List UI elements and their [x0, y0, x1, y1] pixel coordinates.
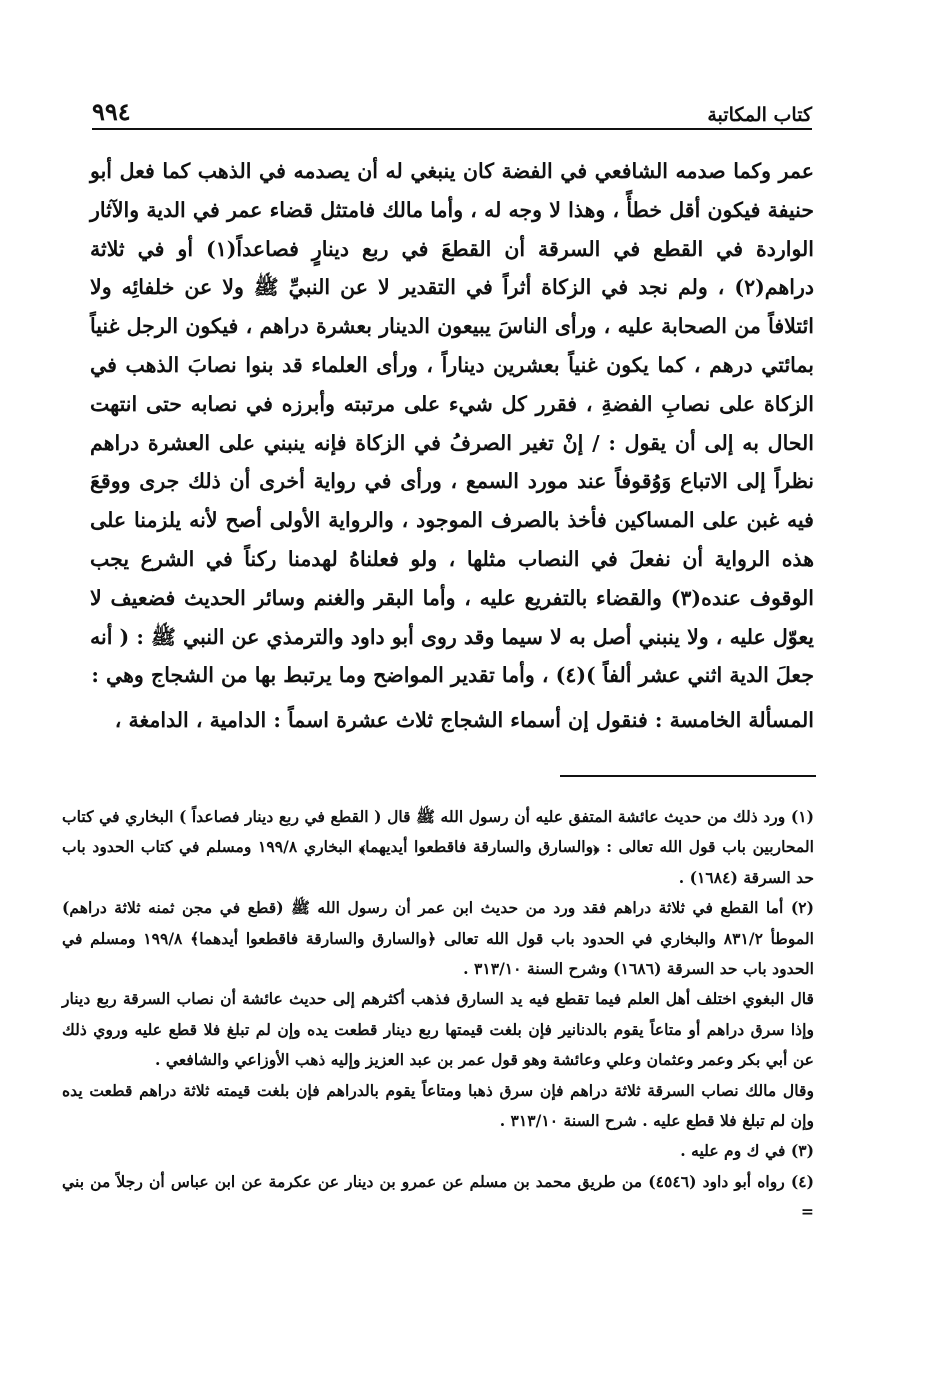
page-number: ٩٩٤: [92, 97, 131, 126]
footnote-2: (٢) أما القطع في ثلاثة دراهم فقد ورد من حديث ابن عمر أن رسول الله ﷺ (قطع في مجن ثمنه ثلاثة دراهم) الموطأ ٨٣١/٢ والبخاري في الحدود باب قول الله تعالى ﴿والسارق والسارقة فاقطعوا أيدهما﴾ ١٩٩/٨ ومسلم في الحدود باب حد السرقة (١٦٨٦) وشرح السنة ٣١٣/١٠ .: [62, 898, 815, 979]
footnote-2-continued: قال البغوي اختلف أهل العلم فيما تقطع فيه يد السارق فذهب أكثرهم إلى حديث عائشة أن نصاب السرقة ربع دينار وإذا سرق دراهم أو متاعاً يقوم بالدنانير فإن بلغت قيمتها ربع دينار قطعت يده وإن لم تبلغ فلا قطع عليه وروي ذلك عن أبي بكر وعمر وعثمان وعلي وعائشة وهو قول عمر بن عبد العزيز وإليه ذهب الأوزاعي والشافعي .: [62, 989, 814, 1070]
footnote-1: (١) ورد ذلك من حديث عائشة المتفق عليه أن رسول الله ﷺ قال ( القطع في ربع دينار فصاعداً ) البخاري في كتاب المحاربين باب قول الله تعالى : ﴿والسارق والسارقة فاقطعوا أيديهما﴾ البخاري ١٩٩/٨ ومسلم في كتاب الحدود باب حد السرقة (١٦٨٤) .: [62, 807, 814, 887]
page-header: [92, 92, 812, 126]
footnotes: [62, 802, 814, 1228]
footnote-4: (٤) رواه أبو داود (٤٥٤٦) من طريق محمد بن مسلم عن عمرو بن دينار عن عكرمة عن ابن عباس أن رجلاً من بني =: [62, 1171, 815, 1222]
section-heading-paragraph: المسألة الخامسة : فنقول إن أسماء الشجاج ثلاث عشرة اسماً : الدامية ، الدامغة ،: [114, 708, 814, 733]
main-text: [90, 152, 814, 740]
footnote-3: (٣) في ك وم عليه .: [680, 1141, 814, 1161]
footnote-2-continued: وقال مالك نصاب السرقة ثلاثة دراهم فإن سرق ذهبا ومتاعاً يقوم بالدراهم فإن بلغت قيمته ثلاثة دراهم قطعت يده وإن لم تبلغ فلا قطع عليه . شرح السنة ٣١٣/١٠ .: [62, 1080, 814, 1131]
footnote-separator: [560, 775, 816, 777]
running-title: كتاب المكاتبة: [707, 104, 812, 126]
main-paragraph: عمر وكما صدمه الشافعي في الفضة كان ينبغي له أن يصدمه في الذهب كما فعل أبو حنيفة فيكون أقل خطأً ، وهذا لا وجه له ، وأما مالك فامتثل قضاء عمر في الدية والآثار الواردة في القطع في السرقة أن القطعَ في ربع دينارٍ فصاعداً(١) أو في ثلاثة دراهم(٢) ، ولم نجد في الزكاة أثراً في التقدير لا عن النبيِّ ﷺ ولا عن خلفائِه ولا ائتلافاً من الصحابة عليه ، ورأى الناسَ يبيعون الدينار بعشرة دراهم ، فيكون الرجل غنياً بمائتي درهم ، كما يكون غنياً بعشرين ديناراً ، ورأى العلماء قد بنوا نصابَ الذهب في الزكاة على نصابِ الفضةِ ، فقرر كل شيء على مرتبته وأبرزه في نصابه حتى انتهت الحال به إلى أن يقول : / إنْ تغير الصرفُ في الزكاة فإنه ينبني على العشرة دراهم نظراً إلى الاتباع وَوُقوفاً عند مورد السمع ، ورأى في رواية أخرى أن ذلك جرى ووقعَ فيه غبن على المساكين فأخذ بالصرف الموجود ، والرواية الأولى أصح لأنه يلزمنا على هذه الرواية أن نفعلَ في النصاب مثلها ، ولو فعلناهُ لهدمنا ركناً في الشرع يجب الوقوف عنده(٣) والقضاء بالتفريع عليه ، وأما البقر والغنم وسائر الحديث فضعيف لا يعوّل عليه ، ولا ينبني أصل به لا سيما وقد روى أبو داود والترمذي عن النبي ﷺ : ( أنه جعلَ الدية اثني عشر ألفاً )(٤) ، وأما تقدير المواضح وما يرتبط بها من الشجاج وهي :: [90, 159, 815, 688]
header-rule: [92, 128, 812, 130]
